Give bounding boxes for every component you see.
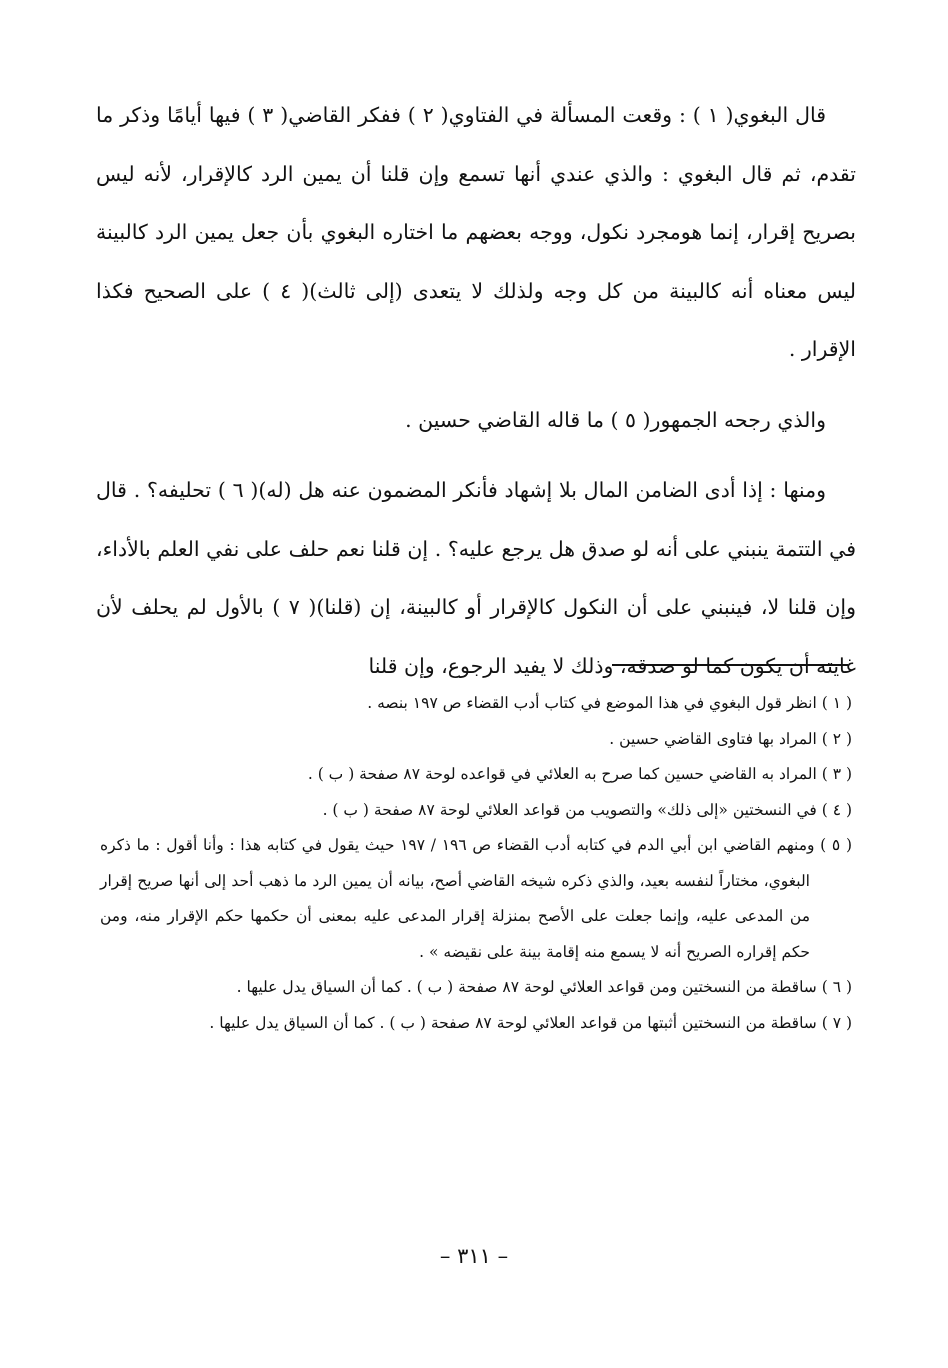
footnote-6: ( ٦ ) ساقطة من النسختين ومن قواعد العلائي لوحة ٨٧ صفحة ( ب ) . كما أن السياق يدل عليها . <box>236 978 852 996</box>
footnote-divider <box>612 664 848 666</box>
footnote-1: ( ١ ) انظر قول البغوي في هذا الموضع في كتاب أدب القضاء ص ١٩٧ بنصه . <box>367 694 852 712</box>
footnote-5: ( ٥ ) ومنهم القاضي ابن أبي الدم في كتابه أدب القضاء ص ١٩٦ / ١٩٧ حيث يقول في كتابه هذا : وأنا أقول : ما ذكره البغوي، مختاراً لنفسه بعيد، والذي ذكره شيخه القاضي أصح، بيانه أن يمين الرد ما ذهب أحد إلى أنها صريح إقرار من المدعى عليه، وإنما جعلت على الأصح بمنزلة إقرار المدعى عليه بمعنى أن حكمها حكم الإقرار منه، ومن حكم إقراره الصريح أنه لا يسمع منه إقامة بينة على نقيضه » . <box>100 836 852 961</box>
paragraph-3: ومنها : إذا أدى الضامن المال بلا إشهاد فأنكر المضمون عنه هل (له)( ٦ ) تحليفه؟ . قال في التتمة ينبني على أنه لو صدق هل يرجع عليه؟ . إن قلنا نعم حلف على نفي العلم بالأداء، وإن قلنا لا، فينبني على أن النكول كالإقرار أو كالبينة، إن (قلنا)( ٧ ) بالأول لم يحلف لأن غايته أن يكون كما لو صدقه، وذلك لا يفيد الرجوع، وإن قلنا <box>96 478 856 678</box>
footnote-7: ( ٧ ) ساقطة من النسختين أثبتها من قواعد العلائي لوحة ٨٧ صفحة ( ب ) . كما أن السياق يدل عليها . <box>209 1013 852 1032</box>
footnotes <box>100 686 852 1041</box>
page-number: – ٣١١ – <box>439 1244 509 1268</box>
footnote-3: ( ٣ ) المراد به القاضي حسين كما صرح به العلائي في قواعده لوحة ٨٧ صفحة ( ب ) . <box>307 765 852 783</box>
paragraph-1: قال البغوي( ١ ) : وقعت المسألة في الفتاوي( ٢ ) ففكر القاضي( ٣ ) فيها أيامًا وذكر ما تقدم، ثم قال البغوي : والذي عندي أنها تسمع وإن قلنا أن يمين الرد كالإقرار، لأنه ليس بصريح إقرار، إنما هومجرد نكول، ووجه بعضهم ما اختاره البغوي بأن جعل يمين الرد كالبينة ليس معناه أنه كالبينة من كل وجه ولذلك لا يتعدى (إلى ثالث)( ٤ ) على الصحيح فكذا الإقرار . <box>96 103 856 361</box>
footnote-2: ( ٢ ) المراد بها فتاوى القاضي حسين . <box>609 729 852 748</box>
paragraph-2: والذي رجحه الجمهور( ٥ ) ما قاله القاضي حسين . <box>405 407 826 432</box>
footnote-4: ( ٤ ) في النسختين «إلى ذلك» والتصويب من قواعد العلائي لوحة ٨٧ صفحة ( ب ) . <box>322 800 852 819</box>
main-text <box>96 86 856 695</box>
